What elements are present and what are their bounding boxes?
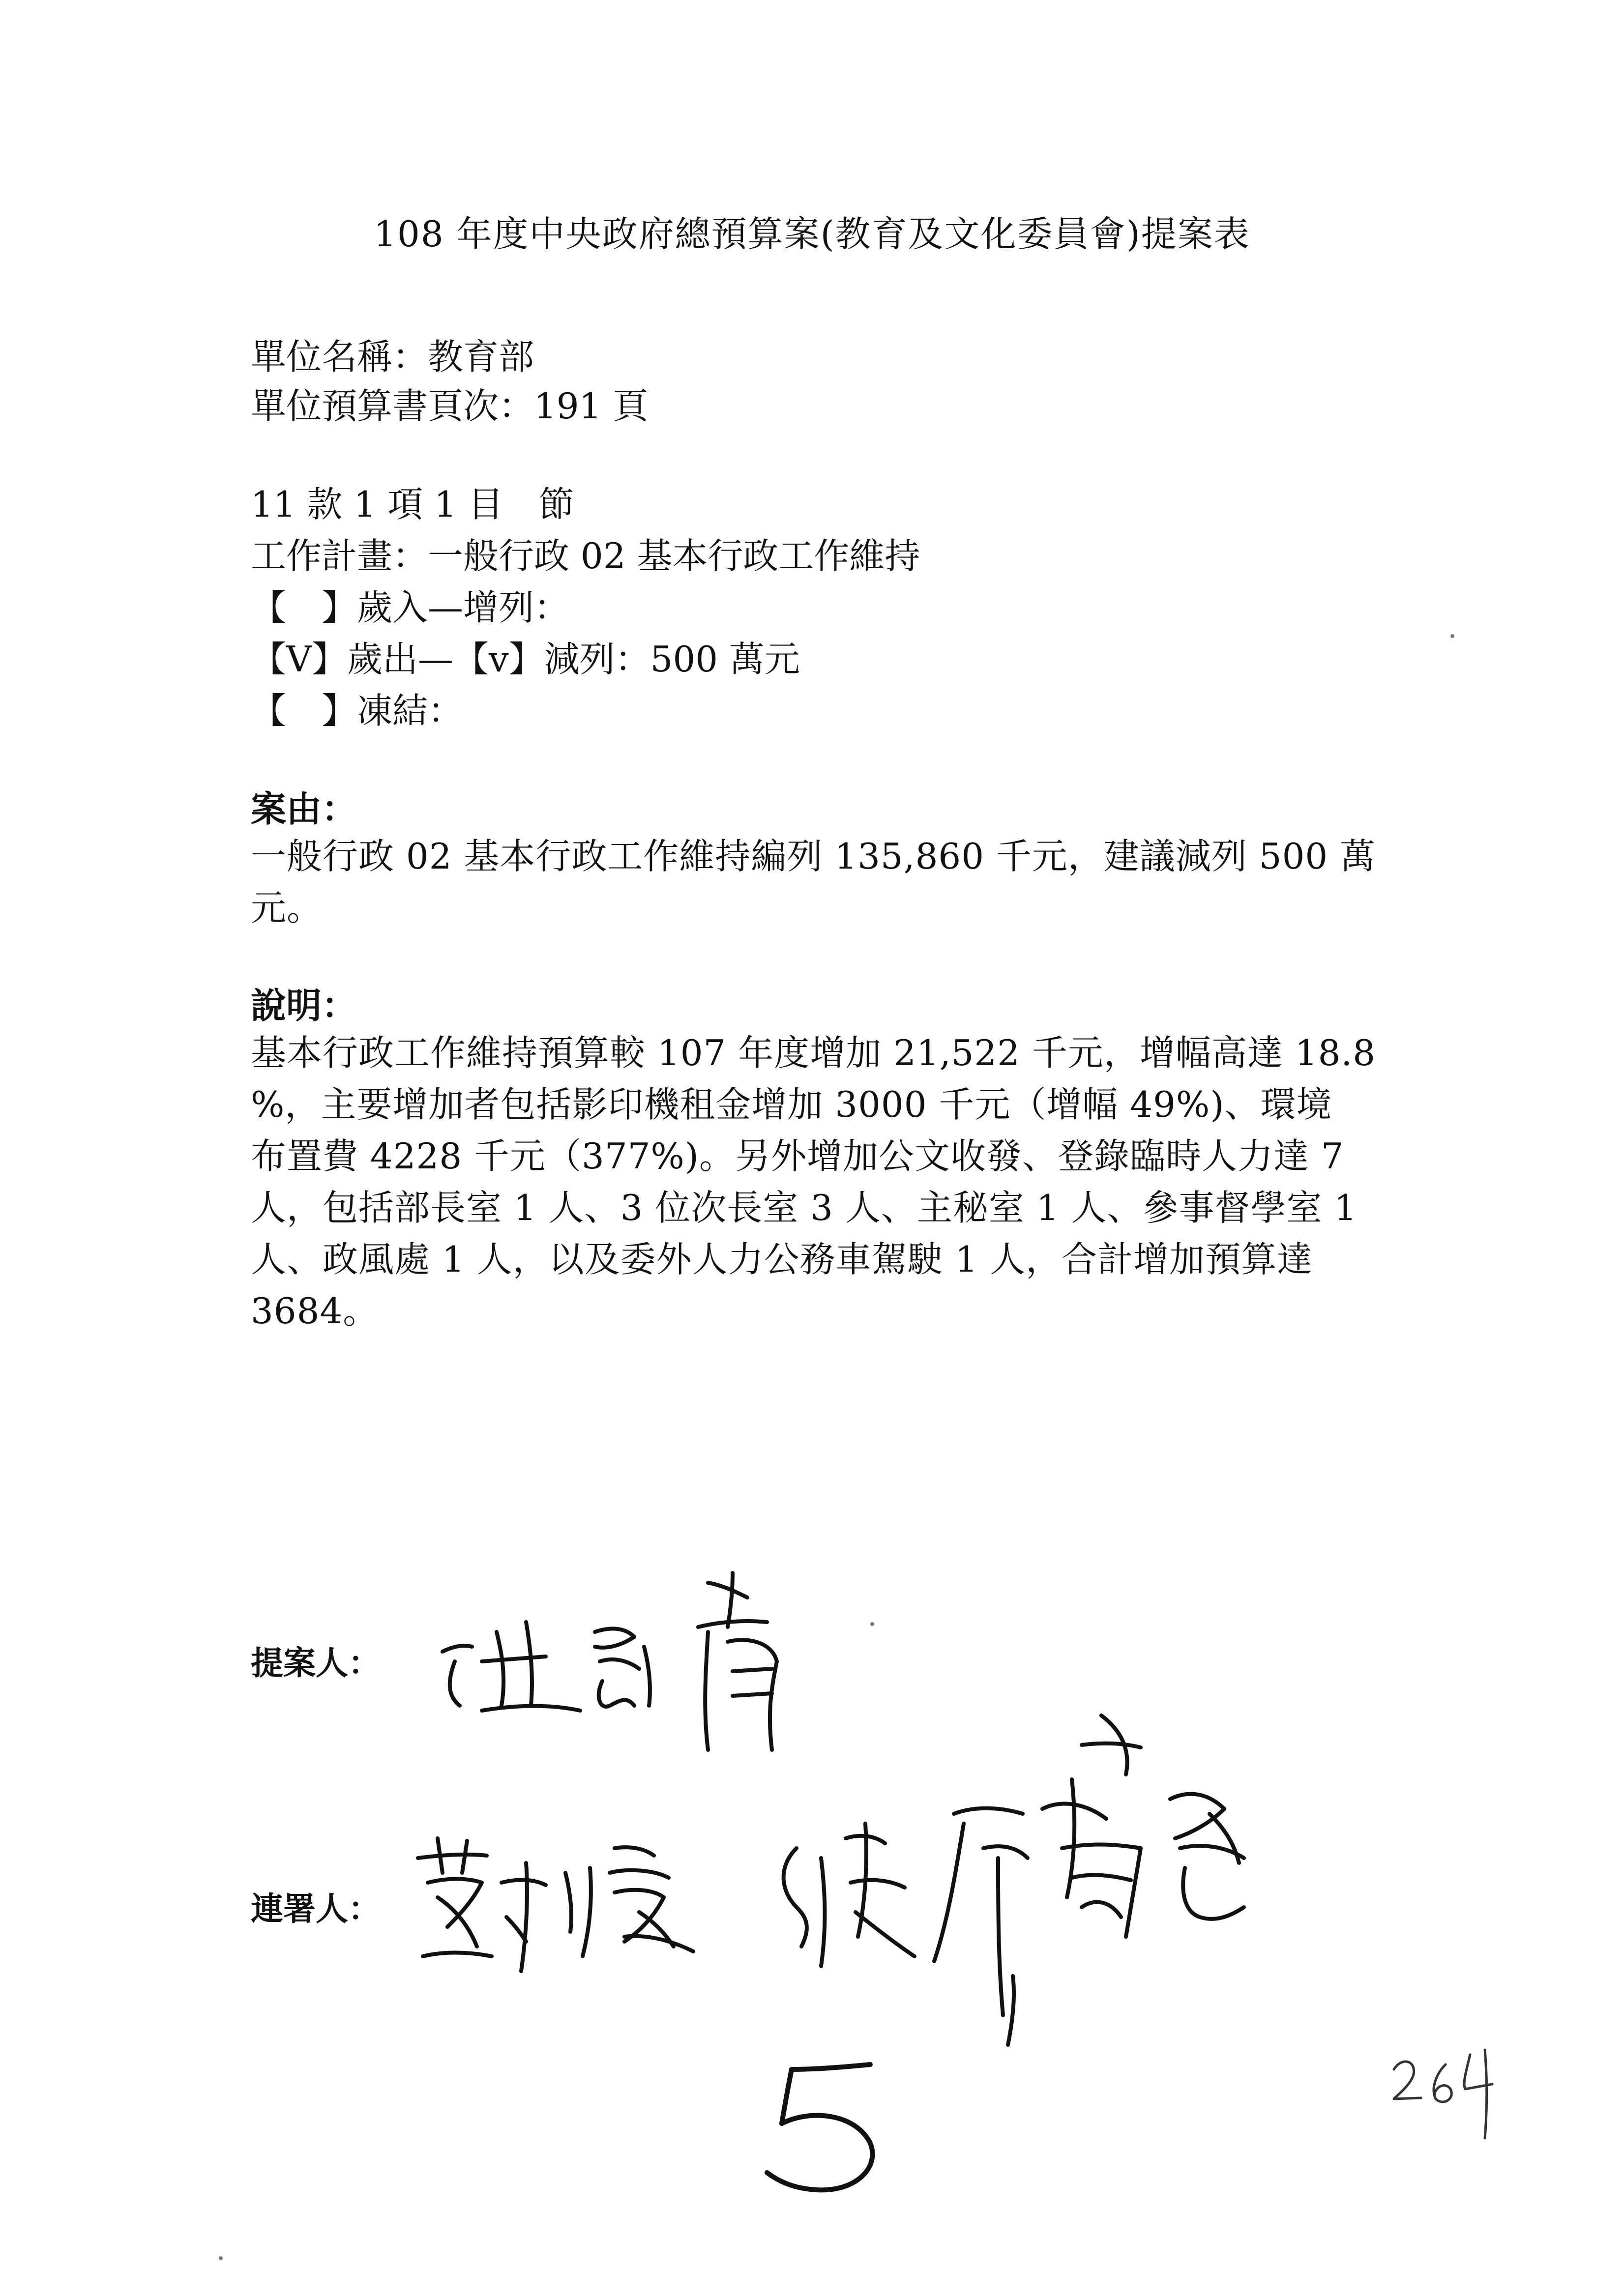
reason-text <box>251 831 1382 934</box>
reason-line: 一般行政 02 基本行政工作維持編列 135,860 千元，建議減列 500 萬 <box>251 836 1376 877</box>
explanation-line: %，主要增加者包括影印機租金增加 3000 千元（增幅 49%)、環境 <box>251 1084 1332 1125</box>
cosigner-signature-1 <box>408 1829 713 1991</box>
explanation-line: 布置費 4228 千元（377%)。另外增加公文收發、登錄臨時人力達 7 <box>251 1135 1344 1177</box>
explanation-line: 3684。 <box>251 1290 379 1332</box>
handwritten-number-5 <box>757 2055 890 2202</box>
freeze-line: 【 】凍結： <box>251 690 464 731</box>
scan-speck <box>219 2256 223 2260</box>
explanation-line: 人、政風處 1 人，以及委外人力公務車駕駛 1 人，合計增加預算達 <box>251 1239 1313 1280</box>
cosigner-label: 連署人： <box>251 1890 381 1928</box>
document-title: 108 年度中央政府總預算案(教育及文化委員會)提案表 <box>374 213 1250 255</box>
reason-line: 元。 <box>251 887 323 929</box>
proposer-label: 提案人： <box>251 1644 381 1682</box>
expenditure-reduction-line: 【V】歲出—【v】減列：500 萬元 <box>251 639 800 680</box>
handwritten-page-number <box>1387 2035 1505 2148</box>
work-plan: 工作計畫：一般行政 02 基本行政工作維持 <box>251 535 920 577</box>
revenue-increase-line: 【 】歲入—增列： <box>251 587 570 628</box>
explanation-line: 基本行政工作維持預算較 107 年度增加 21,522 千元，增幅高達 18.8 <box>251 1032 1376 1074</box>
unit-budget-page: 單位預算書頁次：191 頁 <box>251 385 649 427</box>
explanation-text <box>251 1027 1382 1337</box>
scan-speck <box>870 1622 874 1626</box>
explanation-heading: 說明： <box>251 985 357 1026</box>
scan-speck <box>1450 634 1454 638</box>
unit-name: 單位名稱：教育部 <box>251 336 534 378</box>
proposer-signature <box>433 1563 806 1770</box>
budget-item: 11 款 1 項 1 目 節 <box>251 484 574 525</box>
reason-heading: 案由： <box>251 788 357 830</box>
cosigner-signature-2 <box>767 1701 1308 2055</box>
explanation-line: 人，包括部長室 1 人、3 位次長室 3 人、主秘室 1 人、參事督學室 1 <box>251 1187 1358 1228</box>
